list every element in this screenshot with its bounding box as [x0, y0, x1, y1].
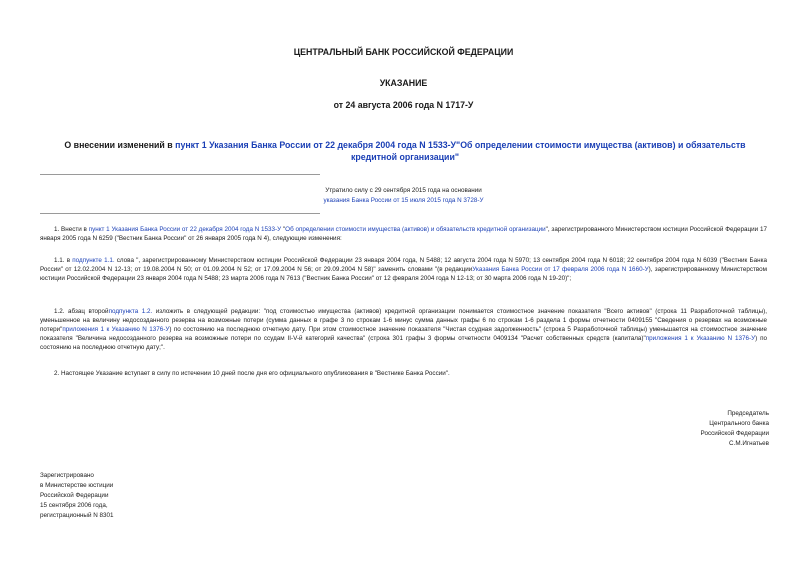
p12-text-2: изложить в следующей редакции: "под стоимостью имущества (активов) кредитной организации понимается стоимостное значение показателя "Всего активов" (строка 11 Разработочной таблицы), уменьшенное на величину недосозданного резерва на возможные потери (сумма данных в графе 3 по строкам 1-6 минус сумма данных графы 6 по строкам 1-6 раздела 1 формы отчетности 0409155 "Сведения о резервах на возможные потери": [40, 308, 767, 333]
document-date: от 24 августа 2006 года N 1717-У: [333, 100, 474, 110]
paragraph-1: [40, 225, 767, 243]
p12-link-subitem[interactable]: подпункта 1.2.: [108, 308, 153, 315]
signature-line-2: Центрального банка: [709, 420, 769, 427]
registration-line-4: 15 сентября 2006 года,: [40, 502, 108, 509]
signature-line-4: С.М.Игнатьев: [729, 440, 769, 447]
p12-link-appendix-1[interactable]: приложения 1 к Указанию N 1376-У: [62, 326, 170, 333]
p1-text-2: ": [281, 226, 286, 233]
p12-text-1: 1.2. абзац второй: [54, 308, 109, 315]
document-title: [60, 139, 750, 163]
paragraph-1-2: [40, 307, 767, 352]
p1-text-3: ", зарегистрированного Министерством юстиции Российской Федерации 17 января 2005 года N 6259 ("Вестник Банка России" от 26 января 2005 года N 4), следующие изменения:: [40, 226, 767, 242]
p11-text-1: 1.1. в: [54, 257, 73, 264]
bank-name: ЦЕНТРАЛЬНЫЙ БАНК РОССИЙСКОЙ ФЕДЕРАЦИИ: [293, 47, 514, 57]
p12-link-appendix-2[interactable]: приложения 1 к Указанию N 1376-У: [645, 335, 756, 342]
p11-link-subitem[interactable]: подпункте 1.1.: [72, 257, 115, 264]
signature-line-3: Российской Федерации: [700, 430, 769, 437]
p1-link-order[interactable]: пункт 1 Указания Банка России от 22 декабря 2004 года N 1533-У: [88, 226, 282, 233]
p11-text-2: слова ", зарегистрированному Министерством юстиции Российской Федерации 23 января 2004 года, N 5488; 12 августа 2004 года N 5970; 13 сентября 2004 года N 6018; 22 сентября 2004 года N 6039 ("Вестник Банка России" от 12.02.2004 N 12-13; от 19.08.2004 N 50; от 01.09.2004 N 52; от 17.09.2004 N 56; от 29.09.2004 N 58)" заменить словами "(в редакции: [40, 257, 767, 273]
registration-line-5: регистрационный N 8301: [40, 512, 114, 519]
p11-link-order[interactable]: Указания Банка России от 17 февраля 2006 года N 1660-У: [472, 266, 649, 273]
p11-text-3: ), зарегистрированному Министерством юстиции Российской Федерации 23 января 2004 года N 5488; 23 марта 2006 года N 7613 ("Вестник Банка России" от 12 февраля 2004 года N 12-13; от 30 марта 2006 года N 19-20)";: [40, 266, 767, 282]
registration-line-2: в Министерстве юстиции: [40, 482, 114, 489]
title-link[interactable]: пункт 1 Указания Банка России от 22 декабря 2004 года N 1533-У"Об определении стоимости имущества (активов) и обязательств кредитной организации": [175, 140, 746, 162]
paragraph-1-1: [40, 256, 767, 283]
status-link[interactable]: указания Банка России от 15 июля 2015 года N 3728-У: [323, 197, 484, 204]
document-type: УКАЗАНИЕ: [379, 78, 428, 88]
signature-line-1: Председатель: [727, 410, 769, 417]
title-divider: [40, 174, 320, 175]
status-line: Утратило силу с 29 сентября 2015 года на основании: [325, 187, 482, 194]
title-prefix: О внесении изменений в: [64, 140, 176, 150]
registration-line-1: Зарегистрировано: [40, 472, 94, 479]
signature-block: [701, 409, 769, 449]
p1-link-title[interactable]: Об определении стоимости имущества (активов) и обязательств кредитной организации: [285, 226, 546, 233]
p12-text-4: ) по состоянию на последнюю отчетную дату;".: [40, 335, 767, 351]
status-divider: [40, 213, 320, 214]
paragraph-2: 2. Настоящее Указание вступает в силу по истечении 10 дней после дня его официального опубликования в "Вестнике Банка России".: [54, 370, 450, 377]
p12-text-3: ) по состоянию на последнюю отчетную дату. При этом стоимостное значение показателя "Чистая ссудная задолженность" (строка 5 Разработочной таблицы) уменьшается на стоимостное значение показателя "Величина недосозданного резерва на возможные потери по ссудам II-V-й категорий качества" (строка 301 графы 3 формы отчетности 0409134 "Расчет собственных средств (капитала)": [40, 326, 768, 342]
p1-text-1: 1. Внести в: [54, 226, 89, 233]
registration-block: [40, 471, 114, 521]
registration-line-3: Российской Федерации: [40, 492, 109, 499]
